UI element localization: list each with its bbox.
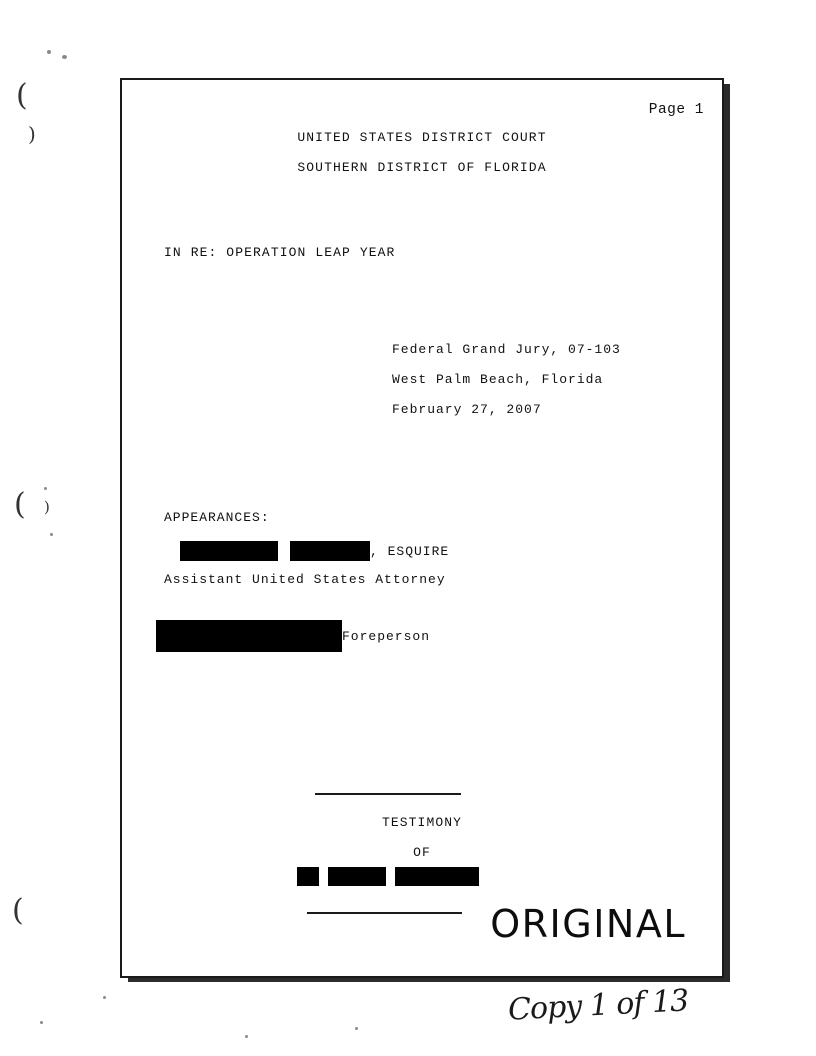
divider-top <box>315 793 461 795</box>
divider-bottom <box>307 912 462 914</box>
testimony-of-label: OF <box>413 845 431 860</box>
redaction-bar <box>395 867 479 886</box>
grand-jury-location: West Palm Beach, Florida <box>392 372 604 387</box>
scan-speckle <box>245 1035 248 1038</box>
margin-mark-2: ) <box>28 122 36 146</box>
case-caption: IN RE: OPERATION LEAP YEAR <box>164 245 396 260</box>
scan-speckle <box>355 1027 358 1030</box>
scan-speckle <box>44 487 47 490</box>
foreperson-row <box>156 620 430 652</box>
scan-speckle <box>47 50 51 54</box>
redaction-bar <box>180 541 278 561</box>
redaction-bar <box>290 541 370 561</box>
testimony-heading: TESTIMONY <box>381 815 463 830</box>
original-stamp: ORIGINAL <box>490 902 686 946</box>
scan-speckle <box>50 533 53 536</box>
witness-name-redactions <box>297 867 479 886</box>
redaction-bar <box>156 620 342 652</box>
foreperson-label: Foreperson <box>342 628 431 644</box>
appearances-heading: APPEARANCES: <box>164 510 270 525</box>
handwritten-copy-note: Copy 1 of 13 <box>507 983 689 1028</box>
court-district-line: SOUTHERN DISTRICT OF FLORIDA <box>297 160 547 175</box>
court-name-line: UNITED STATES DISTRICT COURT <box>297 130 547 145</box>
scan-speckle <box>40 1021 43 1024</box>
grand-jury-info <box>392 335 621 425</box>
document-page <box>120 78 724 978</box>
margin-mark-3: ( <box>14 487 26 522</box>
scan-speckle <box>103 996 106 999</box>
margin-mark-1: ( <box>16 78 28 113</box>
attorney-name-row <box>164 540 449 562</box>
margin-mark-5: ( <box>12 893 24 928</box>
margin-mark-4: ) <box>44 498 50 516</box>
scan-speckle <box>62 55 67 59</box>
grand-jury-date: February 27, 2007 <box>392 402 542 417</box>
attorney-title: Assistant United States Attorney <box>164 572 446 587</box>
redaction-bar <box>297 867 319 886</box>
attorney-suffix: , ESQUIRE <box>370 543 450 559</box>
redaction-bar <box>328 867 386 886</box>
page-number-label: Page 1 <box>648 102 704 118</box>
grand-jury-number: Federal Grand Jury, 07-103 <box>392 342 621 357</box>
